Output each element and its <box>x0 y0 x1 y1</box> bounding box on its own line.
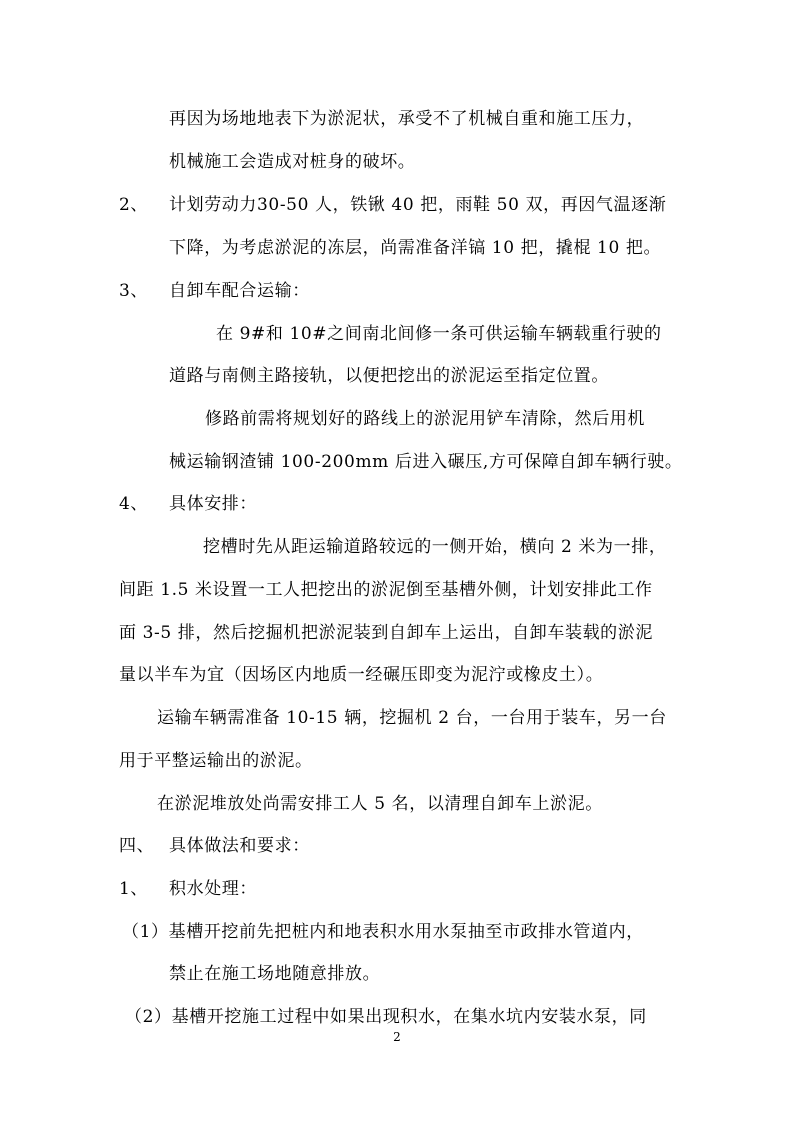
text-line: 在 9#和 10#之间南北间修一条可供运输车辆载重行驶的 <box>216 324 662 344</box>
text-line: 机械施工会造成对桩身的破坏。 <box>169 152 416 172</box>
section-heading: 具体做法和要求： <box>169 836 310 856</box>
text-line: 量以半车为宜（因场区内地质一经碾压即变为泥泞或橡皮土）。 <box>119 665 604 685</box>
section-heading: 自卸车配合运输： <box>169 281 310 301</box>
text-line: 再因为场地地表下为淤泥状，承受不了机械自重和施工压力， <box>169 109 645 129</box>
list-number: 四、 <box>119 836 155 856</box>
text-line: 下降，为考虑淤泥的冻层，尚需准备洋镐 10 把，撬棍 10 把。 <box>169 238 662 258</box>
page-number: 2 <box>393 1030 401 1044</box>
text-line: 修路前需将规划好的路线上的淤泥用铲车清除，然后用机 <box>205 409 645 429</box>
text-line: 运输车辆需准备 10-15 辆，挖掘机 2 台，一台用于装车，另一台 <box>157 708 667 728</box>
text-line: 用于平整运输出的淤泥。 <box>119 751 313 771</box>
text-line: 间距 1.5 米设置一工人把挖出的淤泥倒至基槽外侧，计划安排此工作 <box>119 580 653 600</box>
list-number: 2、 <box>119 195 149 215</box>
text-line: 械运输钢渣铺 100-200mm 后进入碾压,方可保障自卸车辆行驶。 <box>169 452 683 472</box>
section-heading: 积水处理： <box>169 879 257 899</box>
text-line: 挖槽时先从距运输道路较远的一侧开始，横向 2 米为一排， <box>203 537 667 557</box>
text-line: 计划劳动力30-50 人，铁锹 40 把，雨鞋 50 双，再因气温逐渐 <box>169 195 667 215</box>
text-line: 禁止在施工场地随意排放。 <box>169 964 381 984</box>
list-number: 3、 <box>119 281 149 301</box>
text-line: （1）基槽开挖前先把桩内和地表积水用水泵抽至市政排水管道内， <box>122 922 644 942</box>
text-line: 面 3-5 排，然后挖掘机把淤泥装到自卸车上运出，自卸车装载的淤泥 <box>119 623 653 643</box>
section-heading: 具体安排： <box>169 494 257 514</box>
list-number: 1、 <box>119 879 149 899</box>
text-line: 在淤泥堆放处尚需安排工人 5 名，以清理自卸车上淤泥。 <box>157 794 603 814</box>
list-number: 4、 <box>119 494 149 514</box>
text-line: 道路与南侧主路接轨，以便把挖出的淤泥运至指定位置。 <box>169 366 609 386</box>
text-line: （2）基槽开挖施工过程中如果出现积水，在集水坑内安装水泵，同 <box>125 1007 647 1027</box>
